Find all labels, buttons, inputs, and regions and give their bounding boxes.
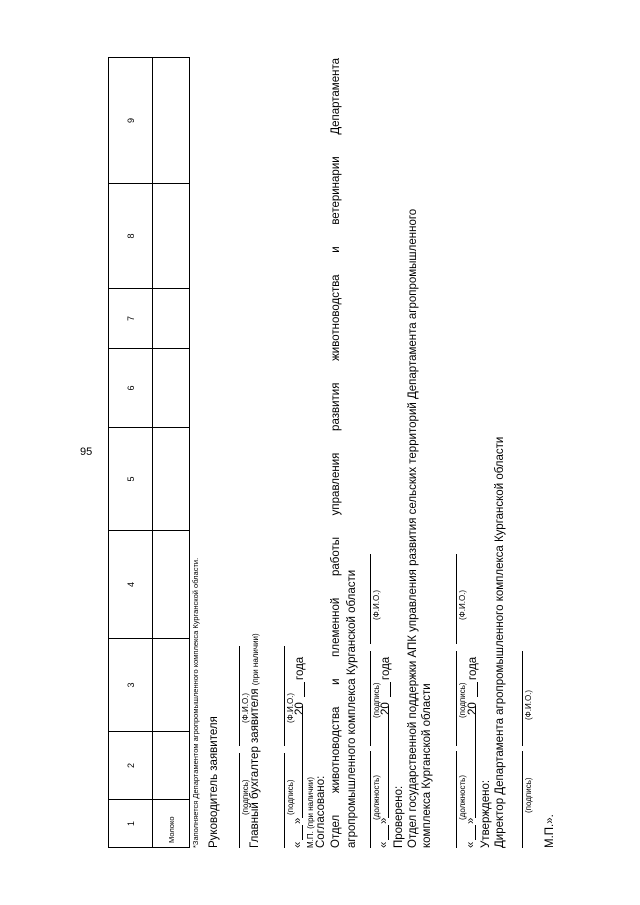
approved-label: Утверждено: xyxy=(480,779,492,848)
year-line xyxy=(390,682,391,697)
table-cell xyxy=(153,531,190,639)
date-close-quote: » xyxy=(292,817,304,824)
table-row xyxy=(153,58,190,848)
year-line xyxy=(304,682,305,697)
fio-line xyxy=(456,554,457,644)
signature-caption: (подпись) xyxy=(286,779,295,815)
date-open-quote: « xyxy=(465,841,477,848)
table-cell xyxy=(153,428,190,531)
header-cell: 9 xyxy=(109,58,153,184)
fio-caption: (Ф.И.О.) xyxy=(524,689,533,720)
year-suffix: года xyxy=(380,656,392,680)
fio-line xyxy=(239,646,240,746)
signature-caption: (подпись) xyxy=(458,682,467,718)
if-any-caption: (при наличии) xyxy=(251,633,260,686)
position-caption: (должность) xyxy=(372,775,381,820)
date-open-quote: « xyxy=(292,841,304,848)
year-prefix: 20 xyxy=(380,702,392,715)
department-1-line-2: агропромышленного комплекса Курганской области xyxy=(346,569,358,848)
date-close-quote: » xyxy=(378,817,390,824)
department-1-line-1: Отдел животноводства и племенной работы управления развития животноводства и ветеринарии Департамента xyxy=(330,58,342,848)
month-line xyxy=(475,706,476,818)
fio-caption: (Ф.И.О.) xyxy=(372,589,381,620)
signature-line xyxy=(284,753,285,848)
table-cell xyxy=(153,289,190,349)
header-cell: 8 xyxy=(109,184,153,289)
applicant-head-label: Руководитель заявителя xyxy=(208,716,220,848)
header-cell: 7 xyxy=(109,289,153,349)
department-2-line-1: Отдел государственной поддержки АПК управления развития сельских территорий Департамента агропромышленного xyxy=(407,208,419,848)
director-label: Директор Департамента агропромышленного комплекса Курганской области xyxy=(494,436,506,848)
seal-final: М.П.». xyxy=(544,814,556,848)
signature-line xyxy=(239,753,240,848)
year-suffix: года xyxy=(294,656,306,680)
year-line xyxy=(477,682,478,697)
day-line xyxy=(475,825,476,840)
day-line xyxy=(302,825,303,840)
department-2-line-2: комплекса Курганской области xyxy=(421,683,433,848)
position-caption: (должность) xyxy=(458,775,467,820)
month-line xyxy=(388,706,389,818)
agreed-label: Согласовано: xyxy=(315,775,327,848)
day-line xyxy=(388,825,389,840)
date-close-quote: » xyxy=(465,817,477,824)
date-open-quote: « xyxy=(378,841,390,848)
signature-line xyxy=(370,651,371,746)
table-header-row xyxy=(109,58,153,848)
year-prefix: 20 xyxy=(467,702,479,715)
fio-line xyxy=(284,646,285,746)
fio-line xyxy=(370,554,371,644)
fio-line xyxy=(522,651,523,746)
seal-if-any: М.П. (при наличии) xyxy=(306,777,315,848)
header-cell: 4 xyxy=(109,531,153,639)
year-prefix: 20 xyxy=(294,702,306,715)
position-line xyxy=(456,751,457,848)
checked-label: Проверено: xyxy=(393,785,405,848)
footnote: *Заполняется Департаментом агропромышленного комплекса Курганской области. xyxy=(191,557,200,848)
month-line xyxy=(302,706,303,818)
chief-accountant-text: Главный бухгалтер заявителя xyxy=(249,688,261,848)
header-cell: 5 xyxy=(109,428,153,531)
table-cell xyxy=(153,349,190,428)
table-cell xyxy=(153,184,190,289)
signature-line xyxy=(522,751,523,848)
data-table xyxy=(108,57,190,848)
fio-caption: (Ф.И.О.) xyxy=(241,692,250,723)
header-cell: 2 xyxy=(109,732,153,800)
table-cell xyxy=(153,639,190,732)
header-cell: 3 xyxy=(109,639,153,732)
signature-caption: (подпись) xyxy=(524,777,533,813)
signature-caption: (подпись) xyxy=(372,682,381,718)
table-cell: Молоко xyxy=(153,800,190,848)
fio-caption: (Ф.И.О.) xyxy=(458,589,467,620)
signature-caption: (подпись) xyxy=(241,779,250,815)
table-cell xyxy=(153,732,190,800)
position-line xyxy=(370,751,371,848)
table-cell xyxy=(153,58,190,184)
signature-line xyxy=(456,651,457,746)
header-cell: 1 xyxy=(109,800,153,848)
year-suffix: года xyxy=(467,656,479,680)
chief-accountant-label xyxy=(249,633,261,848)
fio-caption: (Ф.И.О.) xyxy=(286,692,295,723)
page-number: 95 xyxy=(80,446,93,458)
header-cell: 6 xyxy=(109,349,153,428)
rotated-page-content xyxy=(108,58,640,848)
